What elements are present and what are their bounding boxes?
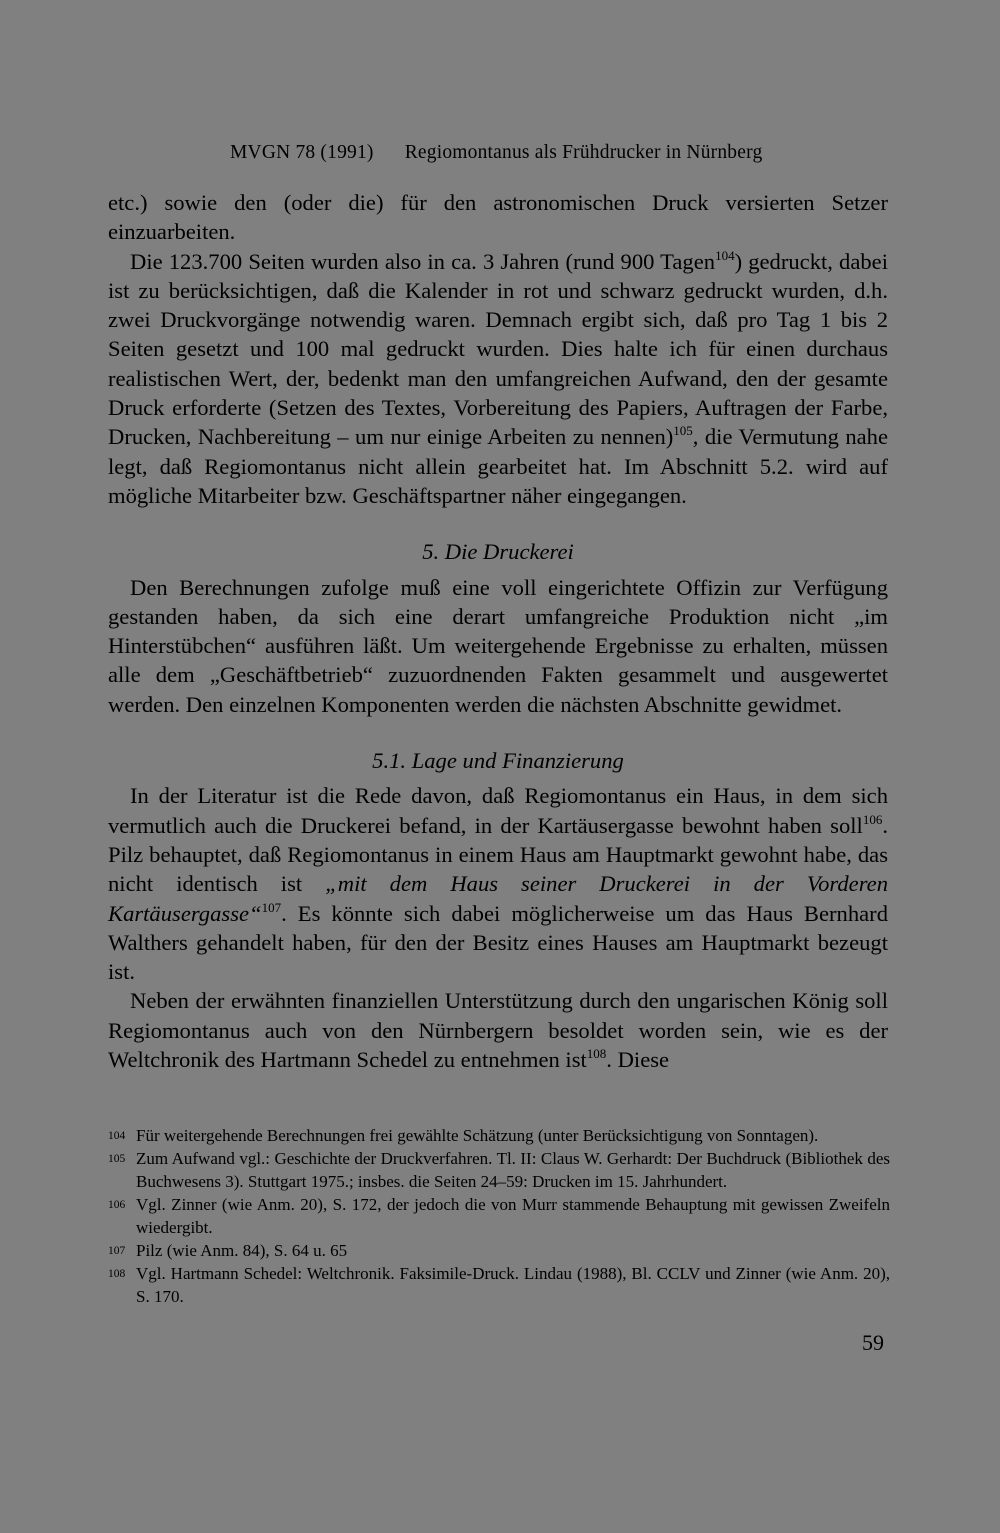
- section-heading-5: 5. Die Druckerei: [422, 539, 574, 565]
- footnote-number: 104: [108, 1130, 126, 1142]
- quotation: „mit dem Haus seiner Druckerei in der Vorderen Kartäusergasse“: [108, 871, 888, 926]
- footnote-text: Vgl. Zinner (wie Anm. 20), S. 172, der jedoch die von Murr stammende Behauptung mit gewissen Zweifeln wiedergibt.: [136, 1195, 890, 1237]
- paragraph-2: Die 123.700 Seiten wurden also in ca. 3 Jahren (rund 900 Tagen$^{104}$) gedruckt, dabei ist zu berücksichtigen, daß die Kalender in rot und schwarz gedruckt wurden, d.h. zwei Druckvorgänge notwendig waren. Demnach ergibt sich, daß pro Tag 1 bis 2 Seiten gesetzt und 100 mal gedruckt wurden. Dies halte ich für einen durchaus realistischen Wert, der, bedenkt man den umfangreichen Aufwand, den der gesamte Druck erforderte (Setzen des Textes, Vorbereitung des Papiers, Auftragen der Farbe, Drucken, Nachbereitung – um nur einige Arbeiten zu nennen)$^{105}$, die Vermutung nahe legt, daß Regiomontanus nicht allein gearbeitet hat. Im Abschnitt 5.2. wird auf mögliche Mitarbeiter bzw. Geschäftspartner näher eingegangen.: [108, 247, 888, 508]
- footnote-ref-106[interactable]: 106: [862, 811, 883, 827]
- footnotes: [108, 1124, 890, 1308]
- footnote-text: Vgl. Hartmann Schedel: Weltchronik. Faksimile-Druck. Lindau (1988), Bl. CCLV und Zinner (wie Anm. 20), S. 170.: [136, 1264, 890, 1306]
- footnote-number: 105: [108, 1153, 126, 1165]
- footnote-ref-108[interactable]: 108: [586, 1046, 607, 1062]
- footnote-number: 108: [108, 1268, 126, 1280]
- paragraph-3: Den Berechnungen zufolge muß eine voll eingerichtete Offizin zur Verfügung gestanden haben, da sich eine derart umfangreiche Produktion nicht „im Hinterstübchen“ ausführen läßt. Um weitergehende Ergebnisse zu erhalten, müssen alle dem „Geschäftbetrieb“ zuzuordnenden Fakten gesammelt und ausgewertet werden. Den einzelnen Komponenten werden die nächsten Abschnitte gewidmet.: [108, 574, 888, 717]
- article-title: Regiomontanus als Frühdrucker in Nürnberg: [404, 142, 763, 163]
- footnote-text: Pilz (wie Anm. 84), S. 64 u. 65: [136, 1241, 348, 1260]
- paragraph-1: etc.) sowie den (oder die) für den astronomischen Druck versierten Setzer einzuarbeiten.: [108, 190, 888, 245]
- footnote-text: Zum Aufwand vgl.: Geschichte der Druckverfahren. Tl. II: Claus W. Gerhardt: Der Buchdruck (Bibliothek des Buchwesens 3). Stuttgart 1975.; insbes. die Seiten 24–59: Drucken im 15. Jahrhundert.: [136, 1149, 890, 1191]
- paragraph-4: In der Literatur ist die Rede davon, daß Regiomontanus ein Haus, in dem sich vermutlich auch die Druckerei befand, in der Kartäusergasse bewohnt haben soll$^{106}$. Pilz behauptet, daß Regiomontanus in einem Haus am Hauptmarkt gewohnt habe, das nicht identisch ist „mit dem Haus seiner Druckerei in der Vorderen Kartäusergasse“$^{107}$. Es könnte sich dabei möglicherweise um das Haus Bernhard Walthers gehandelt haben, für den der Besitz eines Hauses am Hauptmarkt bezeugt ist.: [108, 783, 888, 985]
- footnote: [108, 1193, 890, 1239]
- footnote-number: 107: [108, 1245, 126, 1257]
- footnote-number: 106: [108, 1199, 126, 1211]
- paragraph-5: Neben der erwähnten finanziellen Unterstützung durch den ungarischen König soll Regiomontanus auch von den Nürnbergern besoldet worden sein, wie es der Weltchronik des Hartmann Schedel zu entnehmen ist$^{108}$. Diese: [108, 988, 888, 1073]
- footnote: [108, 1239, 890, 1262]
- footnote: [108, 1124, 890, 1147]
- running-header: [230, 142, 762, 164]
- page-number: 59: [862, 1330, 884, 1355]
- footnote-ref-105[interactable]: 105: [673, 423, 693, 439]
- footnote-text: Für weitergehende Berechnungen frei gewählte Schätzung (unter Berücksichtigung von Sonntagen).: [136, 1126, 819, 1145]
- body-text: [108, 188, 888, 1074]
- footnote-ref-104[interactable]: 104: [715, 247, 735, 263]
- footnote: [108, 1147, 890, 1193]
- footnote: [108, 1262, 890, 1308]
- footnote-ref-107[interactable]: 107: [261, 899, 282, 915]
- section-heading-5-1: 5.1. Lage und Finanzierung: [372, 748, 624, 774]
- journal-reference: MVGN 78 (1991): [230, 142, 374, 163]
